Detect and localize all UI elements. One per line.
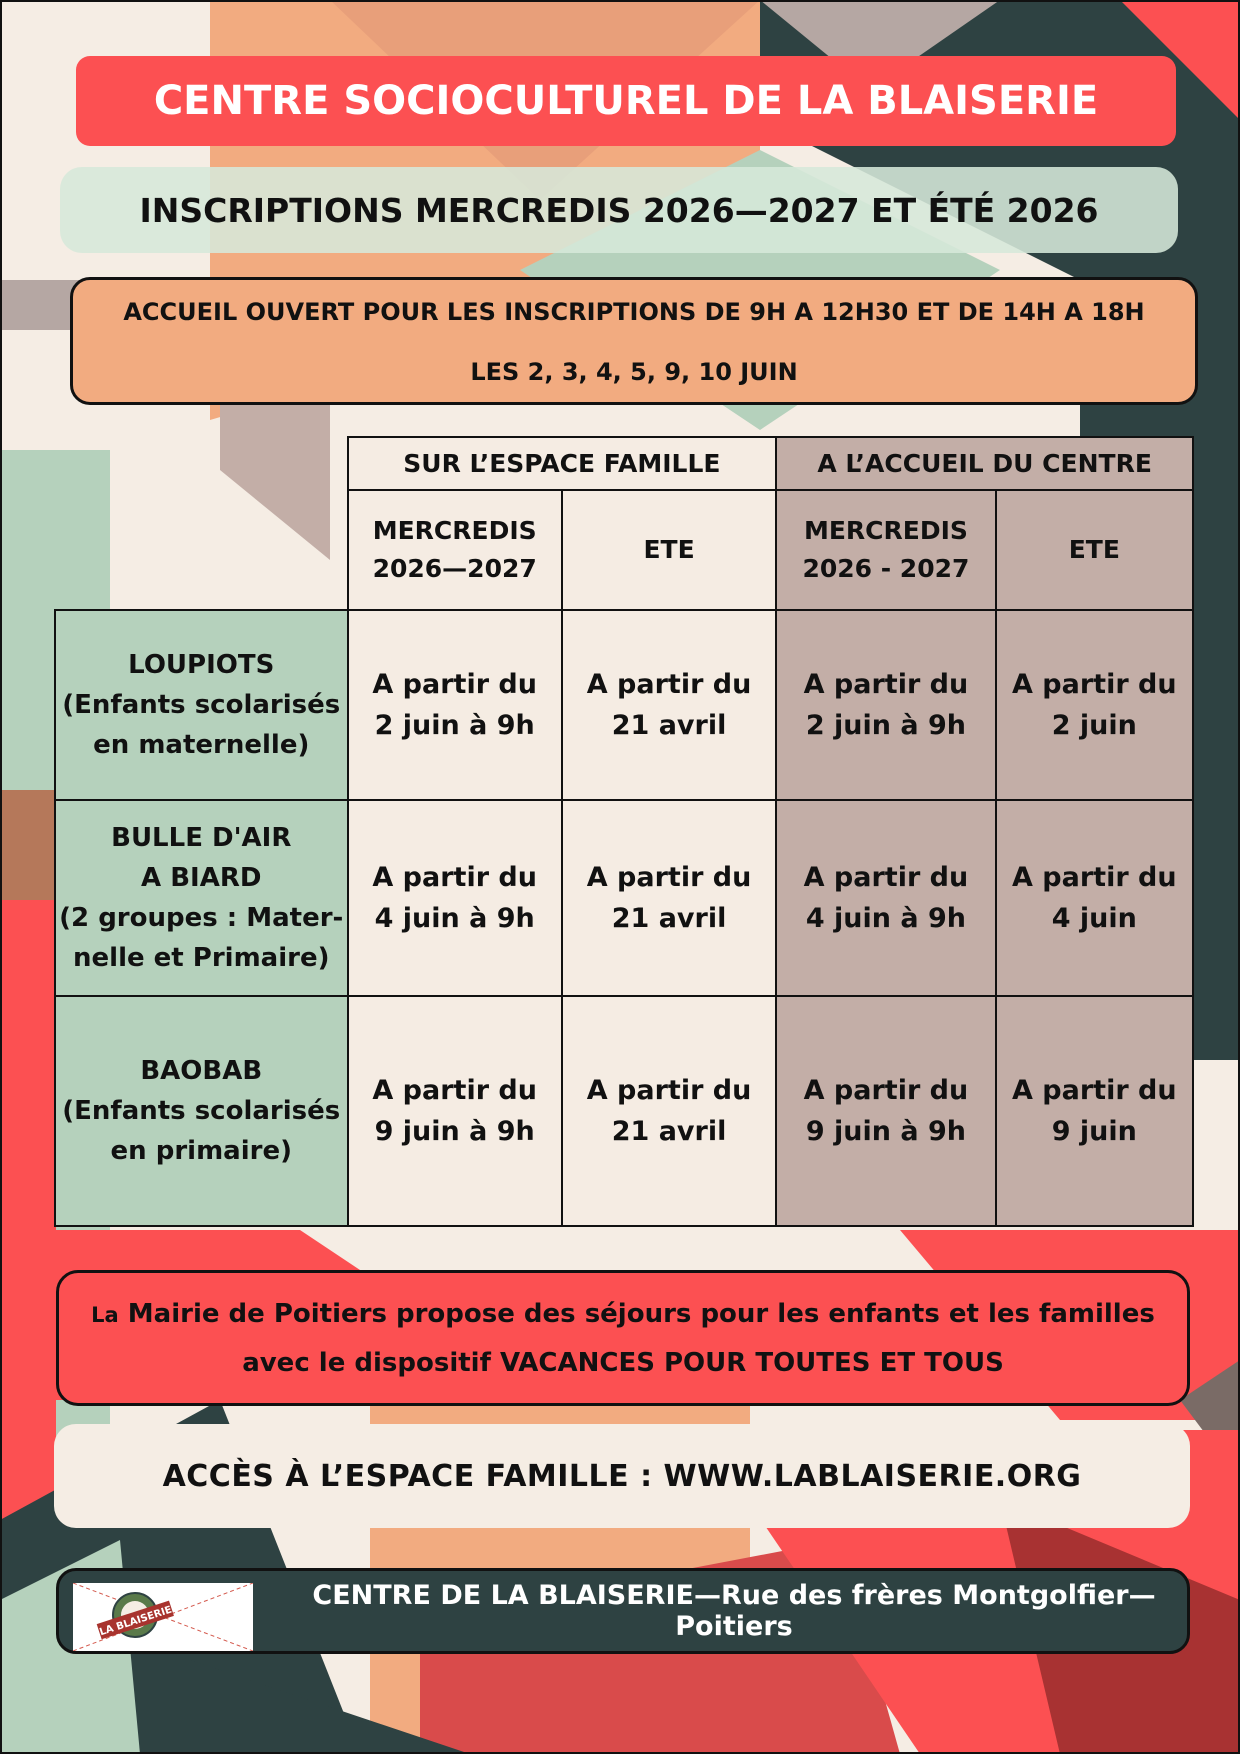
header-accueil-centre: A L’ACCUEIL DU CENTRE <box>776 437 1193 490</box>
espace-famille-link[interactable]: ACCÈS À L’ESPACE FAMILLE : WWW.LABLAISERIE.ORG <box>162 1458 1082 1494</box>
footer-bar <box>56 1568 1190 1654</box>
table-row <box>55 800 1193 996</box>
header-mercredis-accueil: MERCREDIS 2026 - 2027 <box>776 490 995 610</box>
table-group-header-row <box>55 437 1193 490</box>
mairie-prefix: La <box>91 1302 119 1327</box>
opening-hours-box <box>70 277 1198 405</box>
logo-graphic <box>73 1583 253 1651</box>
table-cell: A partir du 9 juin à 9h <box>348 996 562 1226</box>
table-cell: A partir du 2 juin à 9h <box>348 610 562 800</box>
table-cell: A partir du 21 avril <box>562 996 776 1226</box>
header-ete-famille: ETE <box>562 490 776 610</box>
espace-famille-access <box>54 1424 1190 1528</box>
group-baobab: BAOBAB (Enfants scolarisés en primaire) <box>55 996 348 1226</box>
footer-address: CENTRE DE LA BLAISERIE—Rue des frères Montgolfier—Poitiers <box>312 1580 1156 1642</box>
table-cell: A partir du 2 juin à 9h <box>776 610 995 800</box>
mairie-text: Mairie de Poitiers propose des séjours pour les enfants et les familles avec le dispositif VACANCES POUR TOUTES ET TOUS <box>127 1298 1155 1378</box>
mairie-notice-content <box>75 1290 1171 1387</box>
center-title: CENTRE SOCIOCULTUREL DE LA BLAISERIE <box>76 56 1176 146</box>
table-row <box>55 610 1193 800</box>
group-bulle-dair: BULLE D'AIR A BIARD (2 groupes : Mater- nelle et Primaire) <box>55 800 348 996</box>
table-cell: A partir du 4 juin à 9h <box>348 800 562 996</box>
table-cell: A partir du 4 juin à 9h <box>776 800 995 996</box>
opening-hours-text: ACCUEIL OUVERT POUR LES INSCRIPTIONS DE 9H A 12H30 ET DE 14H A 18H <box>123 298 1145 326</box>
table-sub-header-row <box>55 490 1193 610</box>
table-cell: A partir du 2 juin <box>996 610 1193 800</box>
table-cell: A partir du 4 juin <box>996 800 1193 996</box>
registrations-subtitle: INSCRIPTIONS MERCREDIS 2026—2027 ET ÉTÉ 2026 <box>60 167 1178 253</box>
header-espace-famille: SUR L’ESPACE FAMILLE <box>348 437 777 490</box>
opening-dates-text: LES 2, 3, 4, 5, 9, 10 JUIN <box>470 358 798 386</box>
group-loupiots: LOUPIOTS (Enfants scolarisés en maternelle) <box>55 610 348 800</box>
table-row <box>55 996 1193 1226</box>
table-cell: A partir du 9 juin à 9h <box>776 996 995 1226</box>
table-corner <box>55 490 348 610</box>
table-cell: A partir du 9 juin <box>996 996 1193 1226</box>
header-mercredis-famille: MERCREDIS 2026—2027 <box>348 490 562 610</box>
table-cell: A partir du 21 avril <box>562 800 776 996</box>
blaiserie-logo <box>73 1583 253 1651</box>
table-cell: A partir du 21 avril <box>562 610 776 800</box>
table-corner <box>55 437 348 490</box>
schedule-table <box>54 436 1194 1227</box>
logo-text: LA BLAISERIE <box>98 1604 174 1639</box>
mairie-notice <box>56 1270 1190 1406</box>
header-ete-accueil: ETE <box>996 490 1193 610</box>
